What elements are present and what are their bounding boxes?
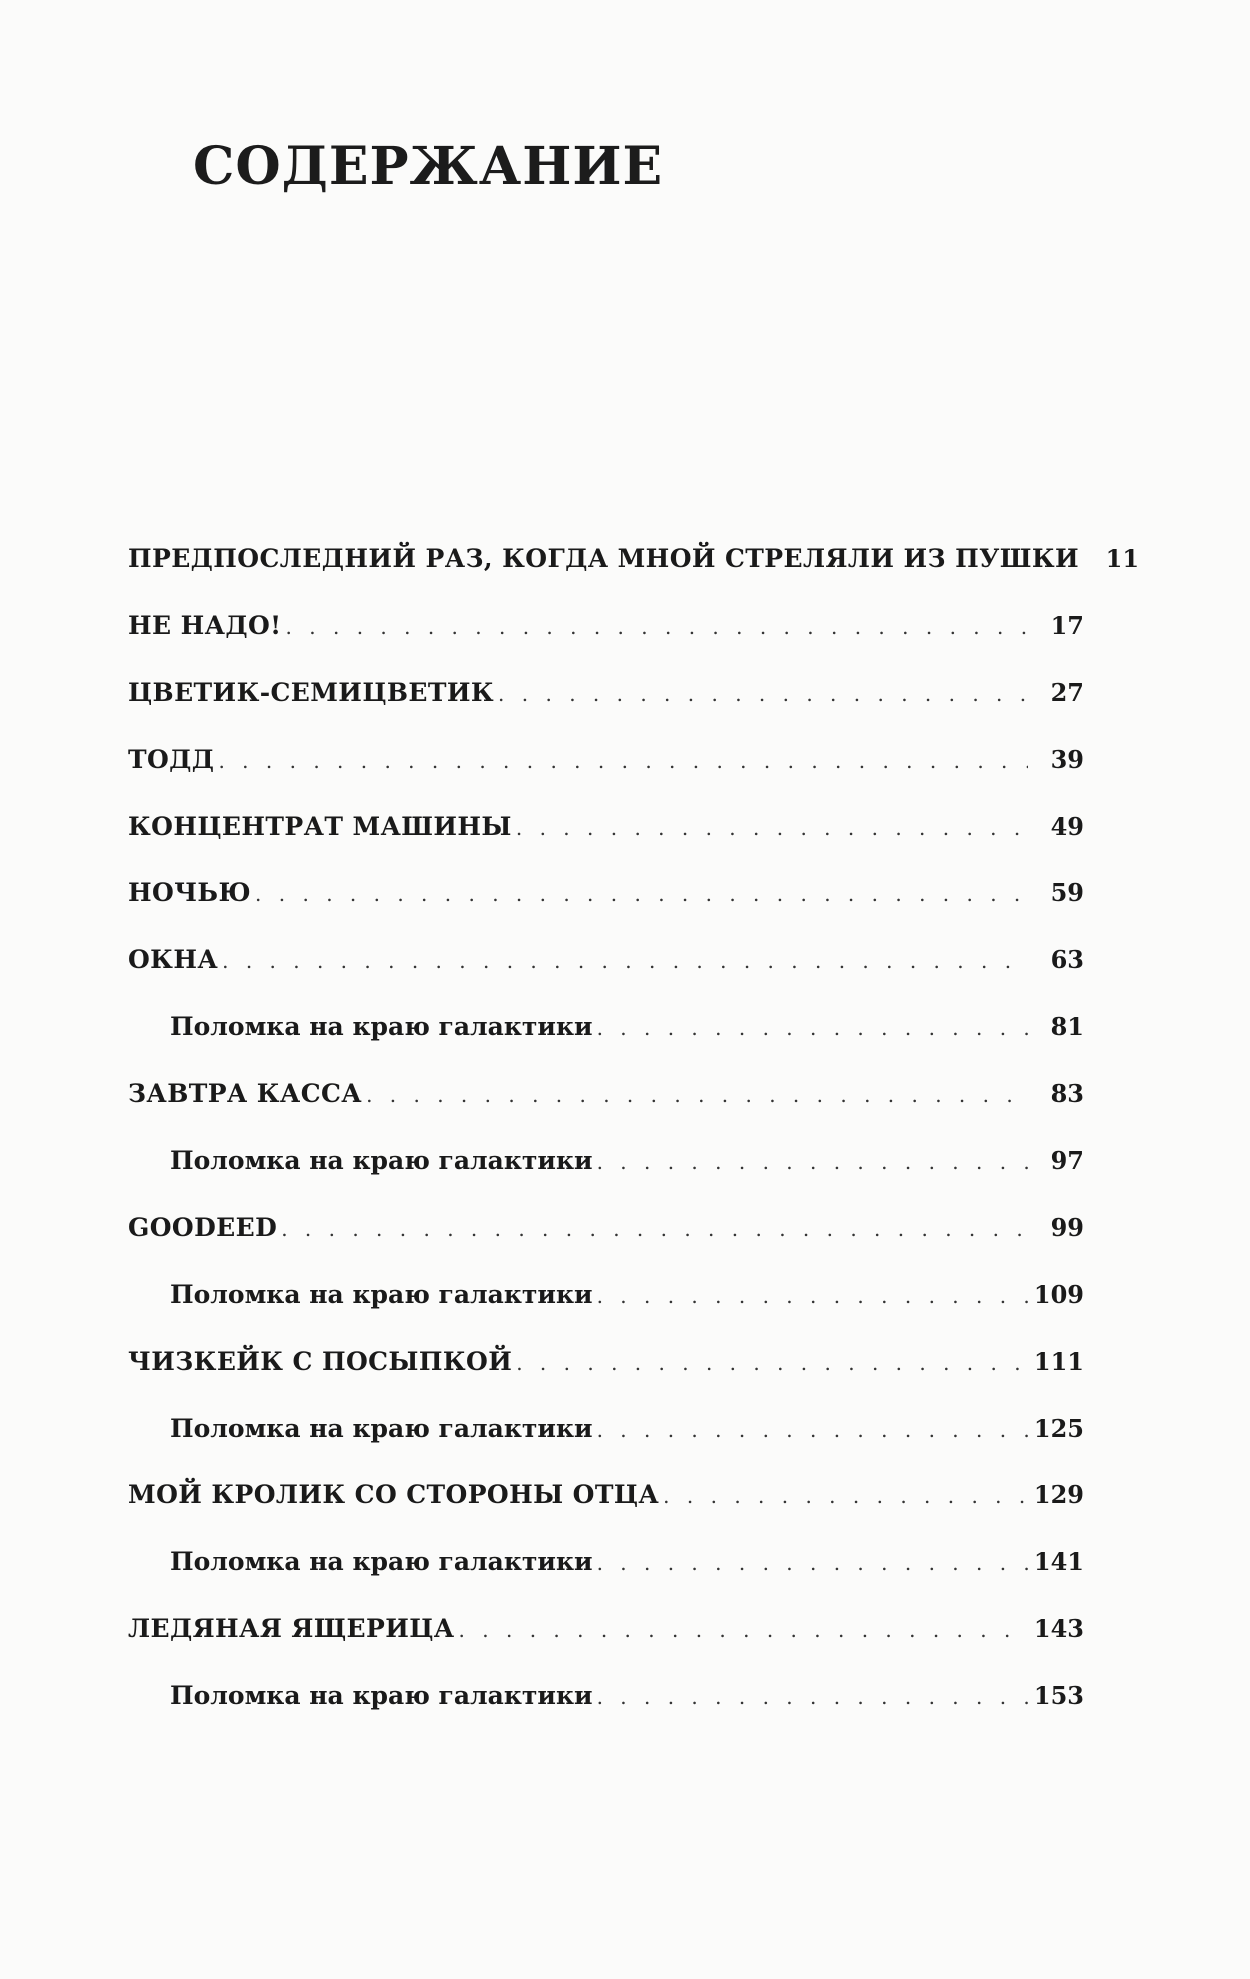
toc-chapter-entry [128, 1612, 1084, 1679]
toc-entry-title: Поломка на краю галактики [170, 1146, 593, 1176]
toc-entry-title: МОЙ КРОЛИК СО СТОРОНЫ ОТЦА [128, 1480, 660, 1510]
dot-leader [281, 1212, 1028, 1246]
dot-leader [366, 1078, 1028, 1112]
dot-leader [597, 1680, 1028, 1714]
toc-entry-page-number: 97 [1050, 1146, 1084, 1176]
toc-chapter-entry [128, 676, 1084, 743]
toc-subentry [128, 1412, 1084, 1479]
dot-leader [597, 1279, 1028, 1313]
toc-entry-page-number: 81 [1050, 1012, 1084, 1042]
dot-leader [516, 1346, 1028, 1380]
dot-leader [597, 1011, 1028, 1045]
toc-entry-page-number: 27 [1050, 677, 1084, 707]
toc-entry-title: ЗАВТРА КАССА [128, 1079, 363, 1109]
toc-entry-page-number: 141 [1033, 1547, 1084, 1577]
toc-entry-title: ЛЕДЯНАЯ ЯЩЕРИЦА [128, 1614, 455, 1644]
toc-subentry [128, 1679, 1084, 1746]
toc-entry-page-number: 83 [1050, 1079, 1084, 1109]
toc-entry-title: Поломка на краю галактики [170, 1681, 593, 1711]
toc-subentry [128, 1144, 1084, 1211]
toc-chapter-entry [128, 542, 1140, 609]
toc-entry-title: ЧИЗКЕЙК С ПОСЫПКОЙ [128, 1346, 513, 1376]
dot-leader [597, 1413, 1028, 1447]
toc-entry-page-number: 63 [1050, 945, 1084, 975]
toc-entry-page-number: 17 [1050, 610, 1084, 640]
toc-entry-page-number: 153 [1033, 1681, 1084, 1711]
toc-entry-page-number: 109 [1033, 1279, 1084, 1309]
dot-leader [663, 1479, 1028, 1513]
toc-entry-title: НЕ НАДО! [128, 610, 282, 640]
toc-entry-page-number: 11 [1105, 544, 1140, 573]
dot-leader [255, 877, 1028, 911]
toc-entry-page-number: 39 [1050, 744, 1084, 774]
page-title: СОДЕРЖАНИЕ [193, 136, 664, 197]
toc-subentry [128, 1278, 1084, 1345]
toc-entry-title: Поломка на краю галактики [170, 1547, 593, 1577]
toc-chapter-entry [128, 876, 1084, 943]
toc-entry-title: НОЧЬЮ [128, 878, 252, 908]
toc-entry-page-number: 125 [1033, 1413, 1084, 1443]
dot-leader [222, 944, 1028, 978]
toc-entry-page-number: 49 [1050, 811, 1084, 841]
dot-leader [218, 744, 1028, 778]
toc-entry-page-number: 111 [1033, 1346, 1084, 1376]
toc-entry-title: КОНЦЕНТРАТ МАШИНЫ [128, 811, 512, 841]
toc-chapter-entry [128, 743, 1084, 810]
toc-entry-title: Поломка на краю галактики [170, 1279, 593, 1309]
toc-chapter-entry [128, 609, 1084, 676]
toc-chapter-entry [128, 810, 1084, 877]
dot-leader [597, 1145, 1028, 1179]
dot-leader [597, 1546, 1028, 1580]
toc-entry-title: ТОДД [128, 744, 215, 774]
toc-entry-page-number: 99 [1050, 1212, 1084, 1242]
toc-subentry [128, 1010, 1084, 1077]
dot-leader [516, 811, 1028, 845]
toc-entry-title: Поломка на краю галактики [170, 1012, 593, 1042]
toc-entry-page-number: 59 [1050, 878, 1084, 908]
toc-subentry [128, 1545, 1084, 1612]
toc-chapter-entry [128, 1478, 1084, 1545]
toc-entry-page-number: 129 [1033, 1480, 1084, 1510]
toc-chapter-entry [128, 1211, 1084, 1278]
dot-leader [459, 1613, 1028, 1647]
toc-chapter-entry [128, 1345, 1084, 1412]
toc-entry-title: Поломка на краю галактики [170, 1413, 593, 1443]
toc-entry-title: GOODEED [128, 1212, 278, 1242]
toc-chapter-entry [128, 1077, 1084, 1144]
dot-leader [498, 677, 1028, 711]
toc-entry-page-number: 143 [1033, 1614, 1084, 1644]
toc-entry-title: ОКНА [128, 945, 219, 975]
toc-entry-title: ЦВЕТИК-СЕМИЦВЕТИК [128, 677, 495, 707]
dot-leader [286, 610, 1028, 644]
toc-entry-title: ПРЕДПОСЛЕДНИЙ РАЗ, КОГДА МНОЙ СТРЕЛЯЛИ ИЗ ПУШКИ [128, 544, 1080, 573]
toc-chapter-entry [128, 943, 1084, 1010]
table-of-contents [128, 542, 1140, 1746]
